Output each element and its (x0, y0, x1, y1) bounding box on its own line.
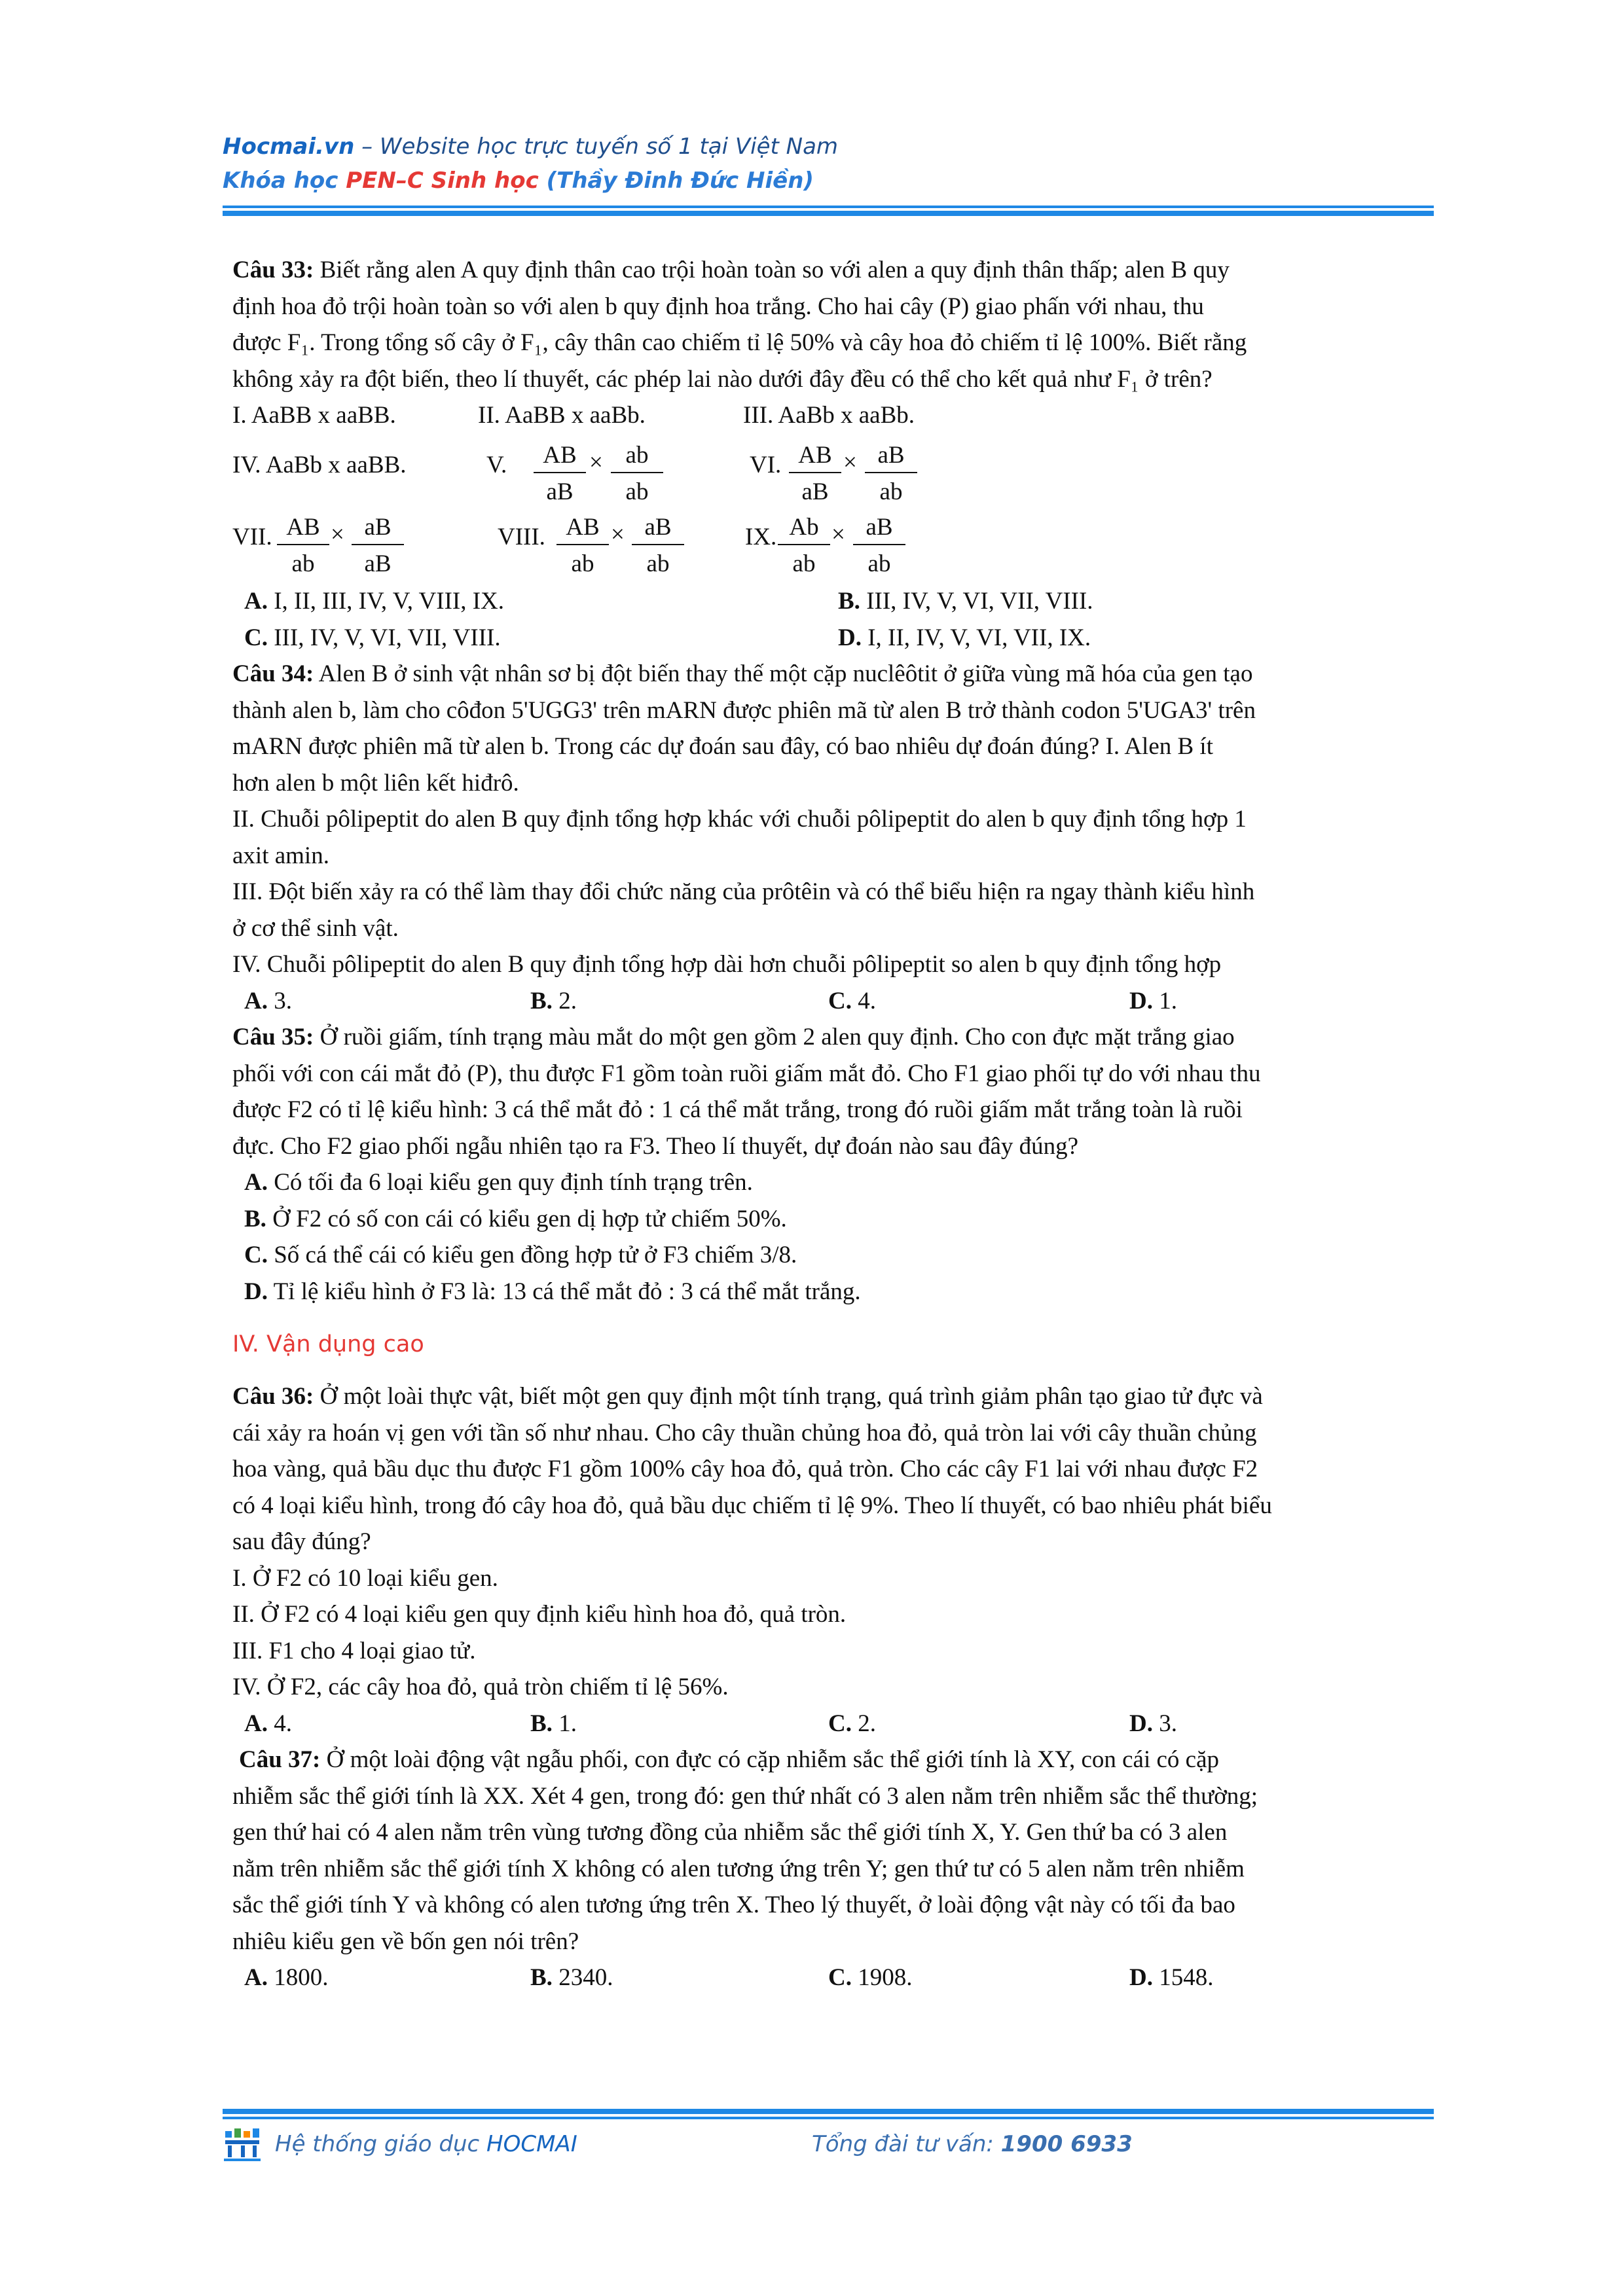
answer-option[interactable]: A. 3. (244, 987, 292, 1014)
question-text: II. Chuỗi pôlipeptit do alen B quy định tổng hợp khác với chuỗi pôlipeptit do alen b quy định tổng hợp 1 (232, 806, 1247, 833)
header-course-name: PEN–C Sinh học (346, 168, 539, 194)
question-36 (232, 1378, 1434, 1742)
header-brand[interactable]: Hocmai.vn (223, 134, 355, 160)
question-label: Câu 34: (232, 660, 314, 687)
cross-vii-label: VII. (232, 524, 272, 550)
question-text: nhiễm sắc thể giới tính là XX. Xét 4 gen, trong đó: gen thứ nhất có 3 alen nằm trên nhiễm sắc thể thường; (232, 1782, 1258, 1810)
answer-option[interactable]: D. 1. (1129, 987, 1177, 1014)
header-site-line (223, 130, 1434, 164)
question-text: Ở ruồi giấm, tính trạng màu mắt do một gen gồm 2 alen quy định. Cho con đực mặt trắng giao (314, 1024, 1235, 1050)
answer-option[interactable]: B. 2. (530, 987, 577, 1014)
answer-option[interactable]: D. Tỉ lệ kiểu hình ở F3 là: 13 cá thể mắt đỏ : 3 cá thể mắt trắng. (244, 1278, 861, 1305)
question-text: được F2 có tỉ lệ kiểu hình: 3 cá thể mắt đỏ : 1 cá thể mắt trắng, trong đó ruồi giấm mắt trắng toàn là ruồi (232, 1096, 1243, 1123)
answer-option[interactable]: C. 4. (828, 987, 876, 1014)
question-34 (232, 656, 1434, 1019)
answer-option[interactable]: B. III, IV, V, VI, VII, VIII. (838, 588, 1093, 615)
answer-option[interactable]: B. 2340. (530, 1964, 613, 1991)
cross-ix-parent2: $\frac{aB}{ab}$ (853, 511, 905, 581)
header-tagline: – Website học trực tuyến số 1 tại Việt Nam (354, 134, 839, 160)
cross-vii-parent1: $\frac{AB}{ab}$ (277, 511, 329, 581)
question-text: Ở một loài động vật ngẫu phối, con đực có cặp nhiễm sắc thể giới tính là XY, con cái có cặp (320, 1746, 1220, 1773)
page-header (223, 130, 1434, 198)
header-course-line (223, 164, 1434, 198)
question-35 (232, 1019, 1434, 1310)
answer-row (232, 1960, 1434, 1996)
cross-viii-parent2: $\frac{aB}{ab}$ (632, 511, 684, 581)
hocmai-logo-icon (223, 2127, 263, 2164)
question-text: nhiêu kiểu gen về bốn gen nói trên? (232, 1928, 579, 1955)
answer-option[interactable]: C. 1908. (828, 1964, 913, 1991)
question-text: đực. Cho F2 giao phối ngẫu nhiên tạo ra F3. Theo lí thuyết, dự đoán nào sau đây đúng? (232, 1132, 1079, 1160)
question-text: sau đây đúng? (232, 1528, 371, 1555)
answer-option[interactable]: D. 1548. (1129, 1964, 1214, 1991)
question-text: I. Ở F2 có 10 loại kiểu gen. (232, 1564, 498, 1592)
answer-option[interactable]: D. 3. (1129, 1710, 1177, 1737)
footer-phone[interactable]: 1900 6933 (1000, 2131, 1133, 2157)
cross-times: × (611, 521, 625, 548)
question-text: thành alen b, làm cho côđon 5'UGG3' trên mARN được phiên mã từ alen B trở thành codon 5'UGA3' trên (232, 696, 1256, 724)
question-text: được F₁. Trong tổng số cây ở F₁, cây thân cao chiếm tỉ lệ 50% và cây hoa đỏ chiếm tỉ lệ 100%. Biết rằng (232, 329, 1247, 356)
header-rule-thick (223, 211, 1434, 216)
answer-option[interactable]: C. 2. (828, 1710, 876, 1737)
question-text: IV. Chuỗi pôlipeptit do alen B quy định tổng hợp dài hơn chuỗi pôlipeptit so alen b quy định tổng hợp (232, 951, 1222, 978)
answer-row (232, 983, 1434, 1020)
answer-option[interactable]: D. I, II, IV, V, VI, VII, IX. (838, 624, 1091, 651)
question-text: cái xảy ra hoán vị gen với tần số như nhau. Cho cây thuần chủng hoa đỏ, quả tròn lai với cây thuần chủng (232, 1419, 1257, 1446)
question-text: IV. Ở F2, các cây hoa đỏ, quả tròn chiếm tỉ lệ 56%. (232, 1674, 729, 1700)
cross-v-parent1: $\frac{AB}{aB}$ (534, 439, 586, 509)
question-text: III. Đột biến xảy ra có thể làm thay đổi chức năng của prôtêin và có thể biểu hiện ra ngay thành kiểu hình (232, 878, 1255, 905)
cross-vi-parent1: $\frac{AB}{aB}$ (789, 439, 841, 509)
cross-option-iv: IV. AaBb x aaBB. (232, 452, 407, 478)
header-rule-thin (223, 206, 1434, 208)
answer-option[interactable]: A. 1800. (244, 1964, 329, 1991)
cross-option-iii: III. AaBb x aaBb. (743, 402, 915, 429)
question-text: hoa vàng, quả bầu dục thu được F1 gồm 100% cây hoa đỏ, quả tròn. Cho các cây F1 lai với nhau được F2 (232, 1456, 1258, 1482)
question-text: ở cơ thể sinh vật. (232, 914, 399, 942)
footer-hotline: Tổng đài tư vấn: 1900 6933 (812, 2131, 1133, 2157)
question-text: Alen B ở sinh vật nhân sơ bị đột biến thay thế một cặp nuclêôtit ở giữa vùng mã hóa của gen tạo (314, 660, 1253, 687)
question-label: Câu 33: (232, 257, 314, 283)
question-text: mARN được phiên mã từ alen b. Trong các dự đoán sau đây, có bao nhiêu dự đoán đúng? I. Alen B ít (232, 733, 1213, 760)
cross-times: × (331, 521, 344, 548)
question-text: axit amin. (232, 842, 329, 869)
question-33 (232, 252, 1434, 656)
answer-row (232, 583, 1434, 620)
question-37 (232, 1742, 1434, 1996)
footer-left-text: Hệ thống giáo dục HOCMAI (275, 2131, 577, 2157)
question-text: II. Ở F2 có 4 loại kiểu gen quy định kiểu hình hoa đỏ, quả tròn. (232, 1601, 847, 1628)
answer-option[interactable]: B. Ở F2 có số con cái có kiểu gen dị hợp tử chiếm 50%. (244, 1205, 787, 1232)
header-course-prefix: Khóa học (223, 168, 346, 194)
cross-viii-label: VIII. (498, 524, 545, 550)
question-label: Câu 36: (232, 1383, 314, 1410)
question-text: nằm trên nhiễm sắc thể giới tính X không có alen tương ứng trên Y; gen thứ tư có 5 alen nằm trên nhiễm (232, 1855, 1245, 1882)
cross-vi-label: VI. (750, 452, 782, 478)
question-text: gen thứ hai có 4 alen nằm trên vùng tương đồng của nhiễm sắc thể giới tính X, Y. Gen thứ ba có 3 alen (232, 1819, 1228, 1846)
question-text: III. F1 cho 4 loại giao tử. (232, 1637, 476, 1664)
cross-option-i: I. AaBB x aaBB. (232, 402, 396, 429)
question-text: có 4 loại kiểu hình, trong đó cây hoa đỏ, quả bầu dục chiếm tỉ lệ 9%. Theo lí thuyết, có bao nhiêu phát biểu (232, 1492, 1272, 1519)
cross-vii-parent2: $\frac{aB}{aB}$ (352, 511, 404, 581)
cross-viii-parent1: $\frac{AB}{ab}$ (556, 511, 609, 581)
answer-row (232, 620, 1434, 656)
cross-ix-label: IX. (745, 524, 777, 550)
cross-times: × (589, 449, 603, 476)
answer-row (232, 1706, 1434, 1742)
question-text: Ở một loài thực vật, biết một gen quy định một tính trạng, quá trình giảm phân tạo giao tử đực và (314, 1383, 1263, 1410)
question-label: Câu 37: (239, 1746, 321, 1773)
page-content (232, 252, 1434, 1996)
answer-option[interactable]: C. Số cá thể cái có kiểu gen đồng hợp tử ở F3 chiếm 3/8. (244, 1242, 797, 1268)
answer-option[interactable]: A. Có tối đa 6 loại kiểu gen quy định tính trạng trên. (244, 1169, 753, 1196)
section-title: IV. Vận dụng cao (232, 1331, 424, 1357)
footer-rule-thick (223, 2109, 1434, 2114)
question-text: hơn alen b một liên kết hiđrô. (232, 769, 519, 797)
footer-brand[interactable]: HOCMAI (486, 2131, 577, 2157)
cross-option-ii: II. AaBB x aaBb. (478, 402, 646, 429)
cross-vi-parent2: $\frac{aB}{ab}$ (865, 439, 917, 509)
cross-row-1 (232, 439, 1434, 511)
question-text: phối với con cái mắt đỏ (P), thu được F1 gồm toàn ruồi giấm mắt đỏ. Cho F1 giao phối tự do với nhau thu (232, 1060, 1261, 1087)
question-label: Câu 35: (232, 1024, 314, 1050)
question-text: Biết rằng alen A quy định thân cao trội hoàn toàn so với alen a quy định thân thấp; alen B quy (314, 257, 1230, 283)
cross-v-label: V. (486, 452, 507, 478)
page-footer (223, 2127, 1434, 2166)
question-text: sắc thể giới tính Y và không có alen tương ứng trên X. Theo lý thuyết, ở loài động vật này có tối đa bao (232, 1892, 1235, 1918)
answer-option[interactable]: A. I, II, III, IV, V, VIII, IX. (244, 588, 505, 615)
answer-option[interactable]: B. 1. (530, 1710, 577, 1737)
cross-times: × (843, 449, 857, 476)
cross-times: × (831, 521, 845, 548)
question-text: không xảy ra đột biến, theo lí thuyết, các phép lai nào dưới đây đều có thể cho kết quả như F₁ ở trên? (232, 365, 1213, 393)
cross-row-2 (232, 511, 1434, 583)
header-teacher: (Thầy Đinh Đức Hiền) (538, 168, 814, 194)
answer-option[interactable]: A. 4. (244, 1710, 292, 1737)
cross-ix-parent1: $\frac{Ab}{ab}$ (778, 511, 830, 581)
footer-rule-thin (223, 2117, 1434, 2119)
cross-v-parent2: $\frac{ab}{ab}$ (611, 439, 663, 509)
question-text: định hoa đỏ trội hoàn toàn so với alen b quy định hoa trắng. Cho hai cây (P) giao phấn với nhau, thu (232, 293, 1204, 320)
answer-option[interactable]: C. III, IV, V, VI, VII, VIII. (244, 624, 501, 651)
